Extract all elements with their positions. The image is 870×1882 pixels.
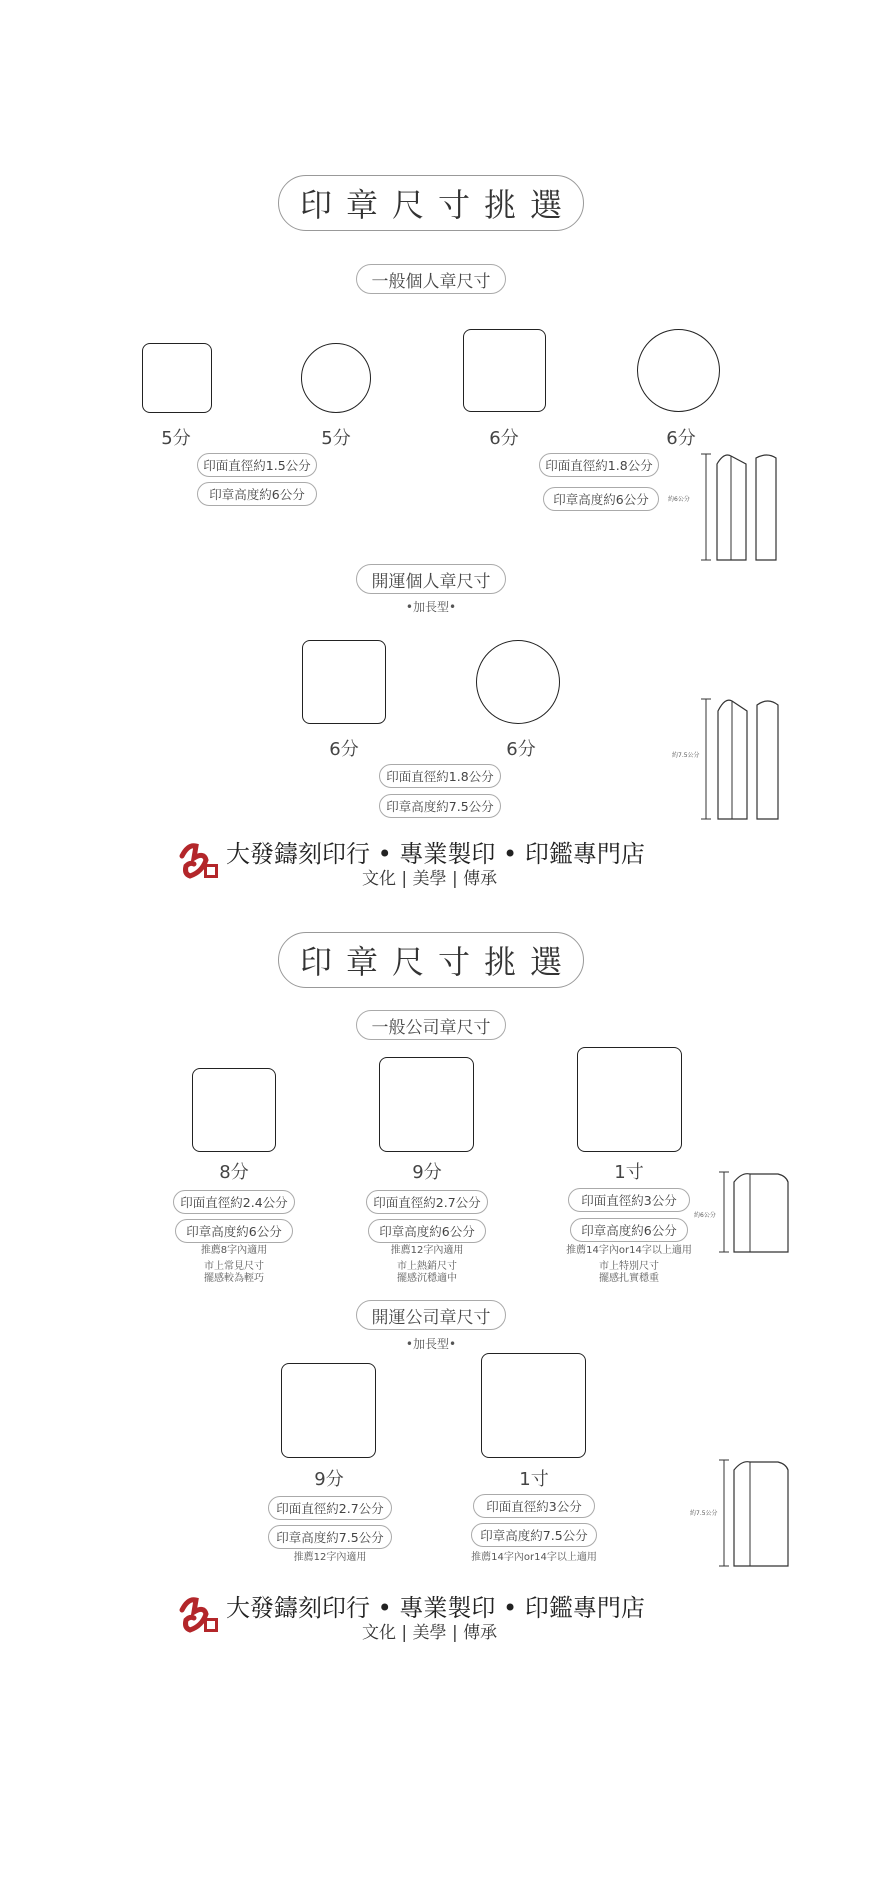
- stamp-height-note: 約6公分: [694, 1212, 716, 1219]
- size-label: 1寸: [614, 1162, 644, 1183]
- height-pill: 印章高度約7.5公分: [379, 794, 501, 818]
- recommend-note: 推薦14字內or14字以上適用: [471, 1552, 597, 1563]
- height-pill: 印章高度約6公分: [197, 482, 317, 506]
- circle-5fen-shape: [301, 343, 371, 413]
- lucky-stamp-illustration: [690, 695, 800, 825]
- square-6fen-shape: [302, 640, 386, 724]
- height-pill: 印章高度約7.5公分: [268, 1525, 392, 1549]
- brand-tagline: 文化 | 美學 | 傳承: [362, 1623, 498, 1643]
- size-label: 5分: [161, 428, 191, 449]
- square-8fen-shape: [192, 1068, 276, 1152]
- diameter-pill: 印面直徑約2.4公分: [173, 1190, 295, 1214]
- size-label: 6分: [489, 428, 519, 449]
- stamp-height-note: 約6公分: [668, 496, 690, 503]
- square-9fen-shape: [379, 1057, 474, 1152]
- section2-title: 印章尺寸挑選: [278, 932, 584, 988]
- square-5fen-shape: [142, 343, 212, 413]
- brand-seal-logo: [176, 838, 220, 882]
- recommend-note: 推薦14字內or14字以上適用: [566, 1245, 692, 1256]
- height-pill: 印章高度約6公分: [543, 487, 659, 511]
- brand-tagline: 文化 | 美學 | 傳承: [362, 869, 498, 889]
- diameter-pill: 印面直徑約1.5公分: [197, 453, 317, 477]
- size-label: 5分: [321, 428, 351, 449]
- square-1cun-shape: [577, 1047, 682, 1152]
- size-label: 9分: [314, 1469, 344, 1490]
- feel-note: 擺感較為輕巧: [204, 1273, 264, 1284]
- size-label: 6分: [506, 739, 536, 760]
- height-pill: 印章高度約7.5公分: [471, 1523, 597, 1547]
- size-label: 1寸: [519, 1469, 549, 1490]
- size-label: 6分: [329, 739, 359, 760]
- feel-note: 擺感沉穩適中: [397, 1273, 457, 1284]
- feel-note: 擺感扎實穩重: [599, 1273, 659, 1284]
- height-pill: 印章高度約6公分: [570, 1218, 688, 1242]
- height-pill: 印章高度約6公分: [175, 1219, 293, 1243]
- size-label: 6分: [666, 428, 696, 449]
- lucky-company-sub: •加長型•: [405, 1337, 457, 1351]
- lucky-company-stamp-illustration: [714, 1456, 794, 1572]
- personal-stamp-illustration: [670, 450, 790, 565]
- company-stamp-illustration: [714, 1168, 794, 1258]
- lucky-company-heading: 開運公司章尺寸: [356, 1300, 506, 1330]
- company-heading: 一般公司章尺寸: [356, 1010, 506, 1040]
- stamp-height-note: 約7.5公分: [690, 1510, 718, 1517]
- diameter-pill: 印面直徑約3公分: [568, 1188, 690, 1212]
- diameter-pill: 印面直徑約1.8公分: [539, 453, 659, 477]
- section1-title: 印章尺寸挑選: [278, 175, 584, 231]
- diameter-pill: 印面直徑約3公分: [473, 1494, 595, 1518]
- brand-name: 大發鑄刻印行 • 專業製印 • 印鑑專門店: [226, 840, 645, 868]
- circle-6fen-shape: [476, 640, 560, 724]
- personal-heading: 一般個人章尺寸: [356, 264, 506, 294]
- size-label: 8分: [219, 1162, 249, 1183]
- market-note: 市上特別尺寸: [599, 1261, 659, 1272]
- circle-6fen-shape: [637, 329, 720, 412]
- height-pill: 印章高度約6公分: [368, 1219, 486, 1243]
- recommend-note: 推薦12字內適用: [293, 1552, 367, 1563]
- recommend-note: 推薦8字內適用: [200, 1245, 268, 1256]
- market-note: 市上常見尺寸: [204, 1261, 264, 1272]
- lucky-personal-heading: 開運個人章尺寸: [356, 564, 506, 594]
- square-1cun-shape: [481, 1353, 586, 1458]
- lucky-personal-sub: •加長型•: [405, 600, 457, 614]
- brand-name: 大發鑄刻印行 • 專業製印 • 印鑑專門店: [226, 1594, 645, 1622]
- diameter-pill: 印面直徑約1.8公分: [379, 764, 501, 788]
- size-label: 9分: [412, 1162, 442, 1183]
- diameter-pill: 印面直徑約2.7公分: [268, 1496, 392, 1520]
- brand-seal-logo: [176, 1592, 220, 1636]
- square-9fen-shape: [281, 1363, 376, 1458]
- recommend-note: 推薦12字內適用: [390, 1245, 464, 1256]
- square-6fen-shape: [463, 329, 546, 412]
- market-note: 市上熱銷尺寸: [397, 1261, 457, 1272]
- diameter-pill: 印面直徑約2.7公分: [366, 1190, 488, 1214]
- stamp-height-note: 約7.5公分: [672, 752, 700, 759]
